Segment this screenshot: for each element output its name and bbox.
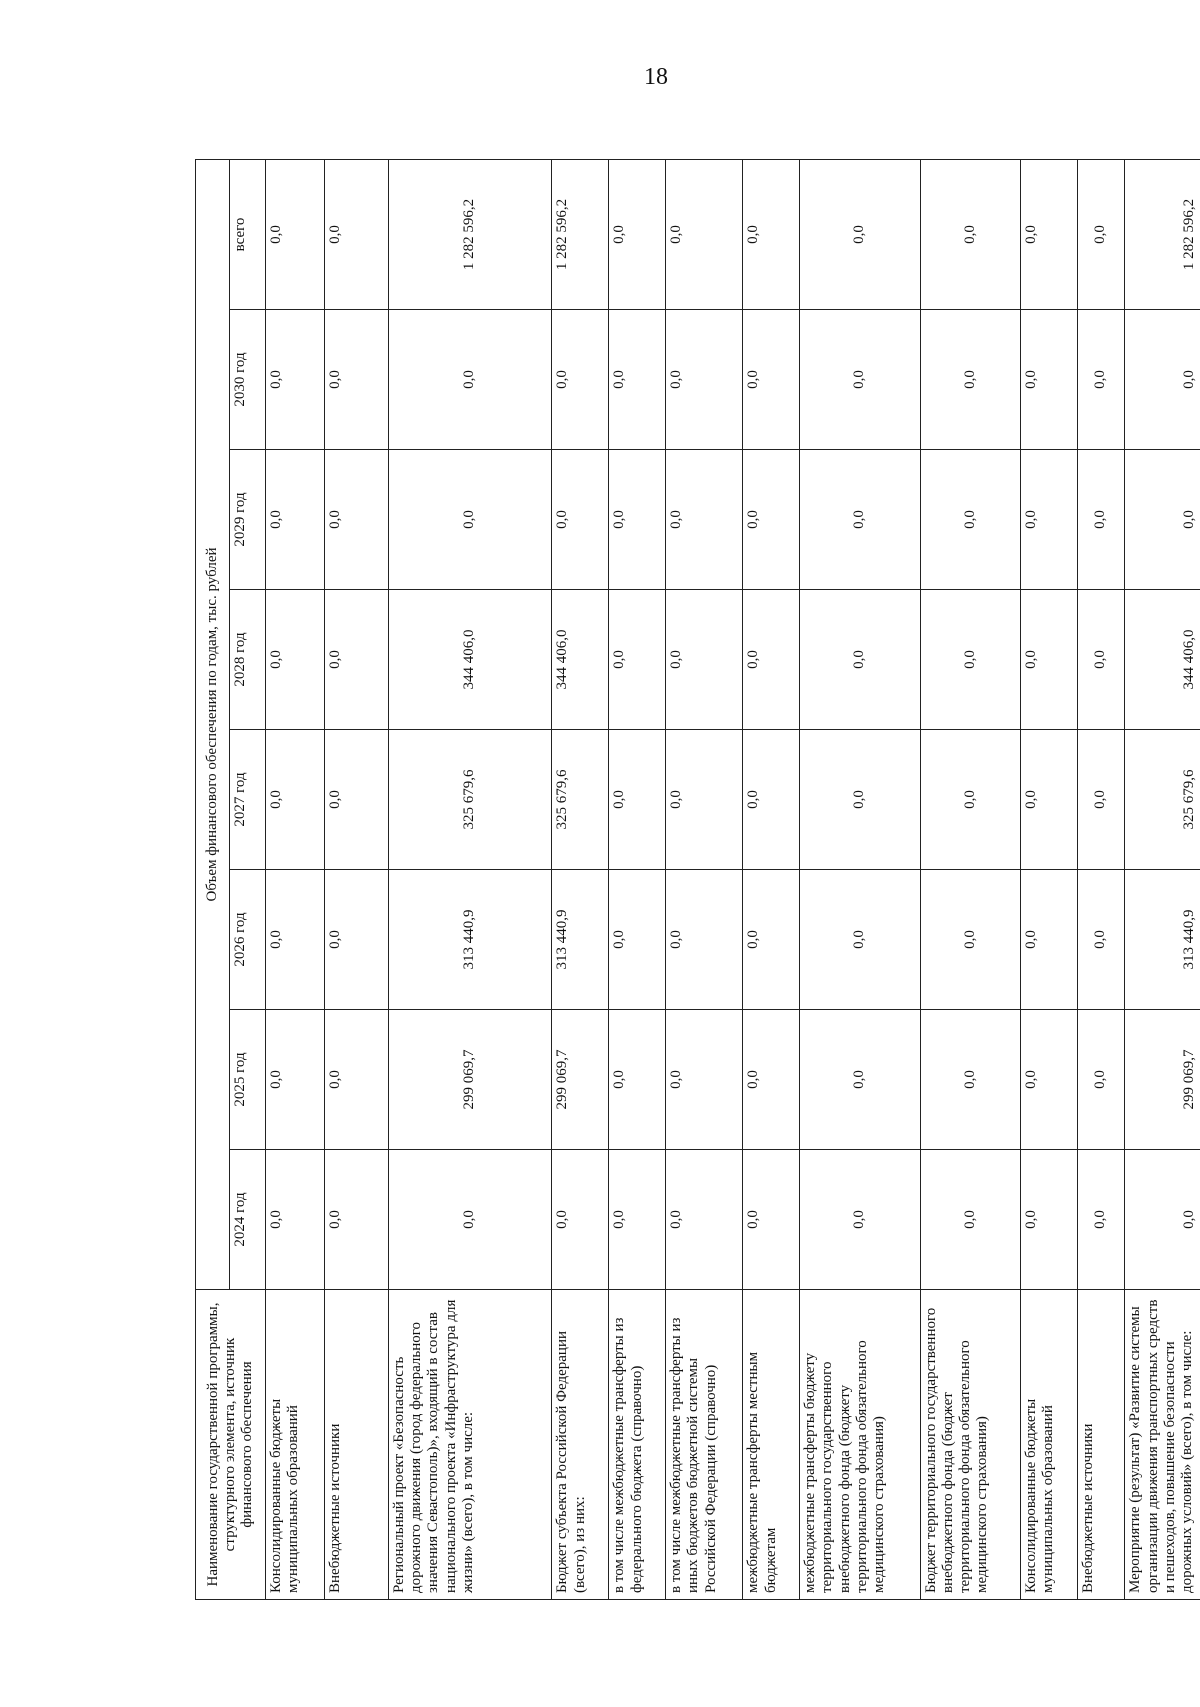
row-value: 0,0 (1077, 450, 1125, 590)
row-value: 313 440,9 (388, 870, 552, 1010)
row-value: 0,0 (666, 1010, 743, 1150)
row-name: Мероприятие (результат) «Развитие системы организации движения транспортных средств и пешеходов, повышение безопасности дорожных условий» (всего), в том числе: (1125, 1290, 1200, 1600)
row-value: 0,0 (266, 310, 325, 450)
row-value: 0,0 (609, 590, 666, 730)
row-name: Консолидированные бюджеты муниципальных образований (1020, 1290, 1077, 1600)
row-value: 0,0 (1077, 310, 1125, 450)
row-name: Бюджет территориального государственного внебюджетного фонда (бюджет территориального фонда обязательного медицинского страхования) (920, 1290, 1020, 1600)
row-value: 0,0 (666, 450, 743, 590)
row-value: 0,0 (1020, 159, 1077, 309)
row-name: Бюджет субъекта Российской Федерации (всего), из них: (552, 1290, 609, 1600)
row-value: 0,0 (552, 450, 609, 590)
table-row (666, 159, 743, 1599)
row-value: 0,0 (743, 590, 800, 730)
row-value: 0,0 (666, 310, 743, 450)
row-value: 0,0 (609, 450, 666, 590)
row-value: 0,0 (1077, 159, 1125, 309)
table-row (325, 159, 389, 1599)
row-value: 0,0 (920, 730, 1020, 870)
row-value: 0,0 (920, 590, 1020, 730)
table-row (800, 159, 920, 1599)
row-value: 299 069,7 (552, 1010, 609, 1150)
row-value: 0,0 (325, 1150, 389, 1290)
row-value: 0,0 (1125, 1150, 1200, 1290)
row-value: 0,0 (1020, 1150, 1077, 1290)
row-value: 0,0 (388, 310, 552, 450)
row-value: 344 406,0 (552, 590, 609, 730)
row-value: 0,0 (609, 870, 666, 1010)
row-name: межбюджетные трансферты местным бюджетам (743, 1290, 800, 1600)
row-value: 0,0 (800, 450, 920, 590)
header-year: 2028 год (230, 590, 266, 730)
row-value: 0,0 (800, 730, 920, 870)
header-year: 2024 год (230, 1150, 266, 1290)
row-value: 344 406,0 (1125, 590, 1200, 730)
row-value: 0,0 (920, 310, 1020, 450)
table-row (609, 159, 666, 1599)
row-value: 0,0 (800, 590, 920, 730)
row-value: 0,0 (325, 159, 389, 309)
header-name-column: Наименование государственной программы, структурного элемента, источник финансового обеспечения (196, 1290, 266, 1600)
table-row (1125, 159, 1200, 1599)
header-total: всего (230, 159, 266, 309)
row-value: 0,0 (1125, 310, 1200, 450)
row-value: 1 282 596,2 (388, 159, 552, 309)
row-value: 0,0 (552, 1150, 609, 1290)
table-row (552, 159, 609, 1599)
row-value: 0,0 (325, 310, 389, 450)
row-value: 0,0 (325, 870, 389, 1010)
table-row (1020, 159, 1077, 1599)
row-value: 0,0 (920, 159, 1020, 309)
row-value: 0,0 (666, 159, 743, 309)
row-value: 0,0 (388, 1150, 552, 1290)
row-value: 0,0 (743, 310, 800, 450)
row-value: 0,0 (666, 1150, 743, 1290)
row-value: 0,0 (325, 590, 389, 730)
rotated-table-frame (195, 160, 1200, 1600)
row-name: Консолидированные бюджеты муниципальных образований (266, 1290, 325, 1600)
row-value: 299 069,7 (388, 1010, 552, 1150)
row-value: 0,0 (743, 730, 800, 870)
row-value: 325 679,6 (1125, 730, 1200, 870)
row-name: Внебюджетные источники (325, 1290, 389, 1600)
row-value: 313 440,9 (552, 870, 609, 1010)
header-group-title: Объем финансового обеспечения по годам, тыс. рублей (196, 159, 230, 1289)
financing-table (195, 159, 1200, 1600)
row-value: 0,0 (325, 450, 389, 590)
row-value: 0,0 (266, 590, 325, 730)
row-value: 0,0 (1020, 1010, 1077, 1150)
row-value: 0,0 (800, 1010, 920, 1150)
row-value: 0,0 (325, 730, 389, 870)
row-value: 0,0 (552, 310, 609, 450)
page-number: 18 (644, 64, 668, 90)
row-value: 0,0 (920, 1150, 1020, 1290)
table-row (266, 159, 325, 1599)
row-value: 0,0 (800, 1150, 920, 1290)
row-value: 0,0 (743, 870, 800, 1010)
row-value: 0,0 (1077, 730, 1125, 870)
row-name: Региональный проект «Безопасность дорожного движения (город федерального значения Севастополь)», входящий в состав национального проекта «Инфраструктура для жизни» (всего), в том числе: (388, 1290, 552, 1600)
row-value: 0,0 (800, 310, 920, 450)
row-value: 0,0 (609, 159, 666, 309)
row-value: 0,0 (325, 1010, 389, 1150)
row-value: 299 069,7 (1125, 1010, 1200, 1150)
row-name: в том числе межбюджетные трансферты из иных бюджетов бюджетной системы Российской Федерации (справочно) (666, 1290, 743, 1600)
row-value: 0,0 (266, 159, 325, 309)
row-value: 0,0 (1077, 1150, 1125, 1290)
row-value: 344 406,0 (388, 590, 552, 730)
row-value: 0,0 (666, 730, 743, 870)
row-value: 0,0 (609, 730, 666, 870)
header-year: 2030 год (230, 310, 266, 450)
row-value: 325 679,6 (552, 730, 609, 870)
row-value: 0,0 (1020, 450, 1077, 590)
row-value: 1 282 596,2 (552, 159, 609, 309)
row-value: 0,0 (800, 159, 920, 309)
row-value: 0,0 (266, 730, 325, 870)
row-value: 0,0 (1125, 450, 1200, 590)
row-name: межбюджетные трансферты бюджету территориального государственного внебюджетного фонда (бюджету территориального фонда обязательного медицинского страхования) (800, 1290, 920, 1600)
header-year: 2027 год (230, 730, 266, 870)
row-value: 0,0 (1077, 590, 1125, 730)
table-row (1077, 159, 1125, 1599)
row-value: 0,0 (666, 590, 743, 730)
row-value: 0,0 (266, 1010, 325, 1150)
table-row (388, 159, 552, 1599)
row-value: 1 282 596,2 (1125, 159, 1200, 309)
row-value: 0,0 (266, 450, 325, 590)
row-value: 0,0 (1020, 870, 1077, 1010)
row-value: 0,0 (1077, 1010, 1125, 1150)
row-value: 325 679,6 (388, 730, 552, 870)
row-value: 0,0 (1077, 870, 1125, 1010)
row-value: 0,0 (1020, 310, 1077, 450)
table-row (920, 159, 1020, 1599)
row-value: 0,0 (1020, 730, 1077, 870)
row-name: в том числе межбюджетные трансферты из федерального бюджета (справочно) (609, 1290, 666, 1600)
header-year: 2026 год (230, 870, 266, 1010)
row-value: 0,0 (609, 1010, 666, 1150)
row-value: 0,0 (920, 450, 1020, 590)
row-value: 0,0 (609, 1150, 666, 1290)
row-name: Внебюджетные источники (1077, 1290, 1125, 1600)
row-value: 0,0 (920, 1010, 1020, 1150)
row-value: 0,0 (743, 1150, 800, 1290)
row-value: 0,0 (609, 310, 666, 450)
row-value: 0,0 (266, 870, 325, 1010)
header-year: 2029 год (230, 450, 266, 590)
row-value: 0,0 (743, 1010, 800, 1150)
row-value: 0,0 (800, 870, 920, 1010)
table-row (743, 159, 800, 1599)
row-value: 0,0 (920, 870, 1020, 1010)
row-value: 0,0 (666, 870, 743, 1010)
row-value: 0,0 (1020, 590, 1077, 730)
row-value: 313 440,9 (1125, 870, 1200, 1010)
row-value: 0,0 (388, 450, 552, 590)
row-value: 0,0 (266, 1150, 325, 1290)
header-year: 2025 год (230, 1010, 266, 1150)
row-value: 0,0 (743, 159, 800, 309)
row-value: 0,0 (743, 450, 800, 590)
